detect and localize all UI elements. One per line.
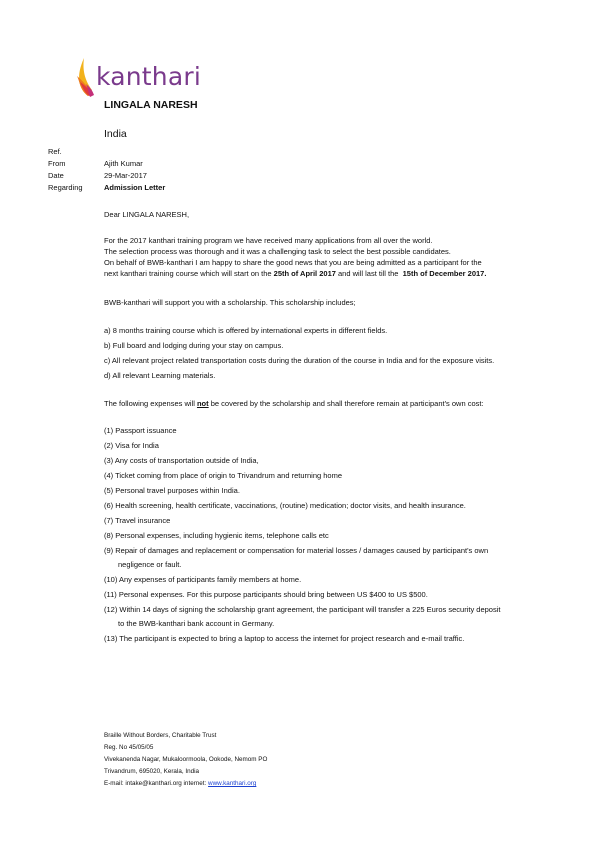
from-value: Ajith Kumar	[104, 159, 143, 168]
list-item: (5) Personal travel purposes within India.	[104, 486, 240, 495]
footer-reg: Reg. No 45/05/05	[104, 744, 154, 751]
list-item: (9) Repair of damages and replacement or compensation for material losses / damages caused by participant's own	[104, 546, 489, 555]
list-item: (1) Passport issuance	[104, 426, 177, 435]
website-link[interactable]: www.kanthari.org	[208, 780, 257, 787]
list-item: b) Full board and lodging during your stay on campus.	[104, 341, 284, 350]
paragraph-line: For the 2017 kanthari training program we have received many applications from all over the world.	[104, 236, 433, 245]
expenses-intro	[104, 399, 484, 410]
kanthari-logo	[74, 52, 214, 98]
list-item: (11) Personal expenses. For this purpose participants should bring between US $400 to US $500.	[104, 590, 428, 599]
list-item-continuation: to the BWB-kanthari bank account in Germany.	[118, 619, 275, 628]
list-item: c) All relevant project related transportation costs during the duration of the course in India and for the exposure visits.	[104, 356, 495, 365]
scholarship-intro: BWB-kanthari will support you with a scholarship. This scholarship includes;	[104, 298, 356, 307]
paragraph-line	[104, 269, 486, 280]
recipient-country: India	[104, 128, 127, 140]
list-item-continuation: negligence or fault.	[118, 560, 182, 569]
list-item: (10) Any expenses of participants family members at home.	[104, 575, 302, 584]
emphasis-not: not	[196, 399, 209, 408]
logo-wordmark: kanthari	[96, 62, 201, 91]
paragraph-line: The selection process was thorough and it was a challenging task to select the best possible candidates.	[104, 247, 451, 256]
list-item: a) 8 months training course which is offered by international experts in different fields.	[104, 326, 388, 335]
paragraph-text: The following expenses will	[104, 399, 197, 408]
from-label: From	[48, 159, 66, 168]
paragraph-line: On behalf of BWB-kanthari I am happy to share the good news that you are being admitted as a participant for the	[104, 258, 482, 267]
list-item: (12) Within 14 days of signing the scholarship grant agreement, the participant will transfer a 225 Euros security deposit	[104, 605, 501, 614]
paragraph-text: be covered by the scholarship and shall therefore remain at participant's own cost:	[208, 399, 484, 408]
list-item: (4) Ticket coming from place of origin to Trivandrum and returning home	[104, 471, 343, 480]
ref-label: Ref.	[48, 147, 62, 156]
list-item: (8) Personal expenses, including hygienic items, telephone calls etc	[104, 531, 329, 540]
list-item: (2) Visa for India	[104, 441, 159, 450]
footer-address: Vivekanenda Nagar, Mukaloormoola, Ookode, Nemom PO	[104, 756, 268, 763]
date-value: 29-Mar-2017	[104, 171, 147, 180]
recipient-name: LINGALA NARESH	[104, 99, 198, 111]
paragraph-text: and will last till the	[335, 269, 403, 278]
footer-email: E-mail: intake@kanthari.org internet:	[104, 780, 209, 787]
start-date: 25th of April 2017	[273, 269, 336, 278]
list-item: (6) Health screening, health certificate, vaccinations, (routine) medication; doctor visits, and health insurance.	[104, 501, 466, 510]
footer-contact	[104, 779, 256, 789]
regarding-value: Admission Letter	[104, 183, 166, 192]
list-item: (7) Travel insurance	[104, 516, 171, 525]
greeting: Dear LINGALA NARESH,	[104, 210, 190, 219]
paragraph-text: next kanthari training course which will start on the	[104, 269, 274, 278]
list-item: d) All relevant Learning materials.	[104, 371, 216, 380]
regarding-label: Regarding	[48, 183, 83, 192]
footer-address: Trivandrum, 695020, Kerala, India	[104, 768, 199, 775]
list-item: (13) The participant is expected to bring a laptop to access the internet for project research and e-mail traffic.	[104, 634, 465, 643]
footer-org: Braille Without Borders, Charitable Trust	[104, 732, 217, 739]
list-item: (3) Any costs of transportation outside of India,	[104, 456, 259, 465]
date-label: Date	[48, 171, 64, 180]
end-date: 15th of December 2017.	[402, 269, 487, 278]
